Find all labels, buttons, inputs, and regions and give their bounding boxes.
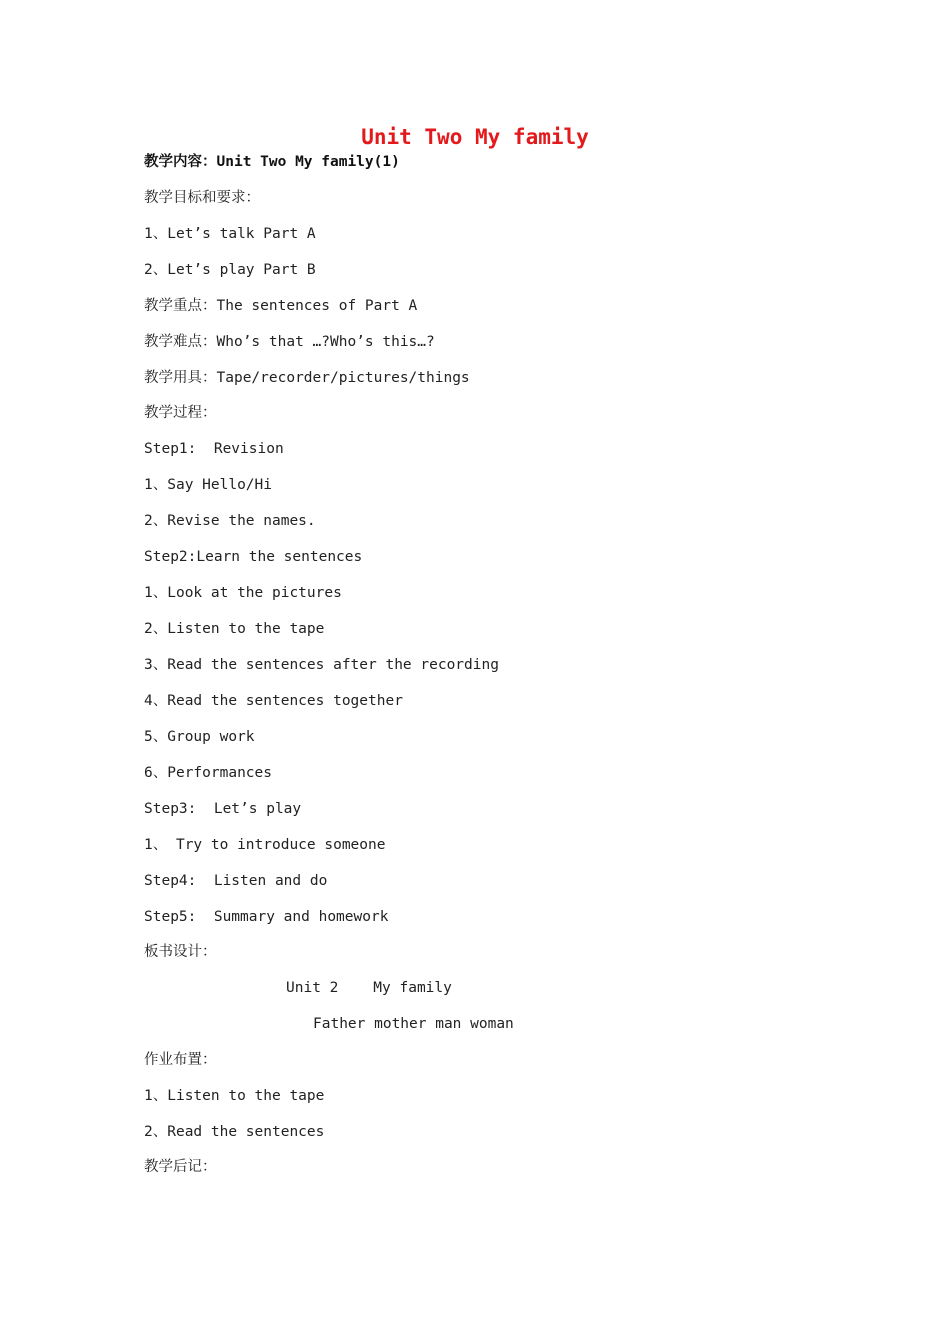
text-line: Step5: Summary and homework xyxy=(144,909,389,925)
text-line: Father mother man woman xyxy=(313,1016,514,1032)
text-line: 2、Let’s play Part B xyxy=(144,262,316,278)
text-line: Step3: Let’s play xyxy=(144,801,302,817)
text-line: 教学用具：Tape/recorder/pictures/things xyxy=(144,370,470,386)
text-line: 3、Read the sentences after the recording xyxy=(144,657,499,673)
text-line: 板书设计： xyxy=(144,944,217,960)
text-line: 教学内容：Unit Two My family(1) xyxy=(144,154,400,170)
text-line: 作业布置： xyxy=(144,1052,217,1068)
text-line: 1、Say Hello/Hi xyxy=(144,477,272,493)
text-line: Step4: Listen and do xyxy=(144,873,328,889)
text-line: 1、 Try to introduce someone xyxy=(144,837,386,853)
text-line: 2、Read the sentences xyxy=(144,1124,325,1140)
text-line: 1、Listen to the tape xyxy=(144,1088,325,1104)
text-line: 教学难点：Who’s that …?Who’s this…? xyxy=(144,334,435,350)
text-line: 2、Listen to the tape xyxy=(144,621,325,637)
text-line: Step2:Learn the sentences xyxy=(144,549,363,565)
text-line: 6、Performances xyxy=(144,765,272,781)
text-line: 教学过程： xyxy=(144,405,217,421)
text-line: 1、Look at the pictures xyxy=(144,585,342,601)
text-line: 教学重点：The sentences of Part A xyxy=(144,298,418,314)
text-line: 教学目标和要求： xyxy=(144,190,260,206)
text-line: Step1: Revision xyxy=(144,441,284,457)
text-line: 1、Let’s talk Part A xyxy=(144,226,316,242)
document-title: Unit Two My family xyxy=(361,125,589,149)
text-line: 4、Read the sentences together xyxy=(144,693,403,709)
text-line: 5、Group work xyxy=(144,729,255,745)
text-line: 教学后记： xyxy=(144,1159,217,1175)
text-line: 2、Revise the names. xyxy=(144,513,316,529)
text-line: Unit 2 My family xyxy=(286,980,452,996)
